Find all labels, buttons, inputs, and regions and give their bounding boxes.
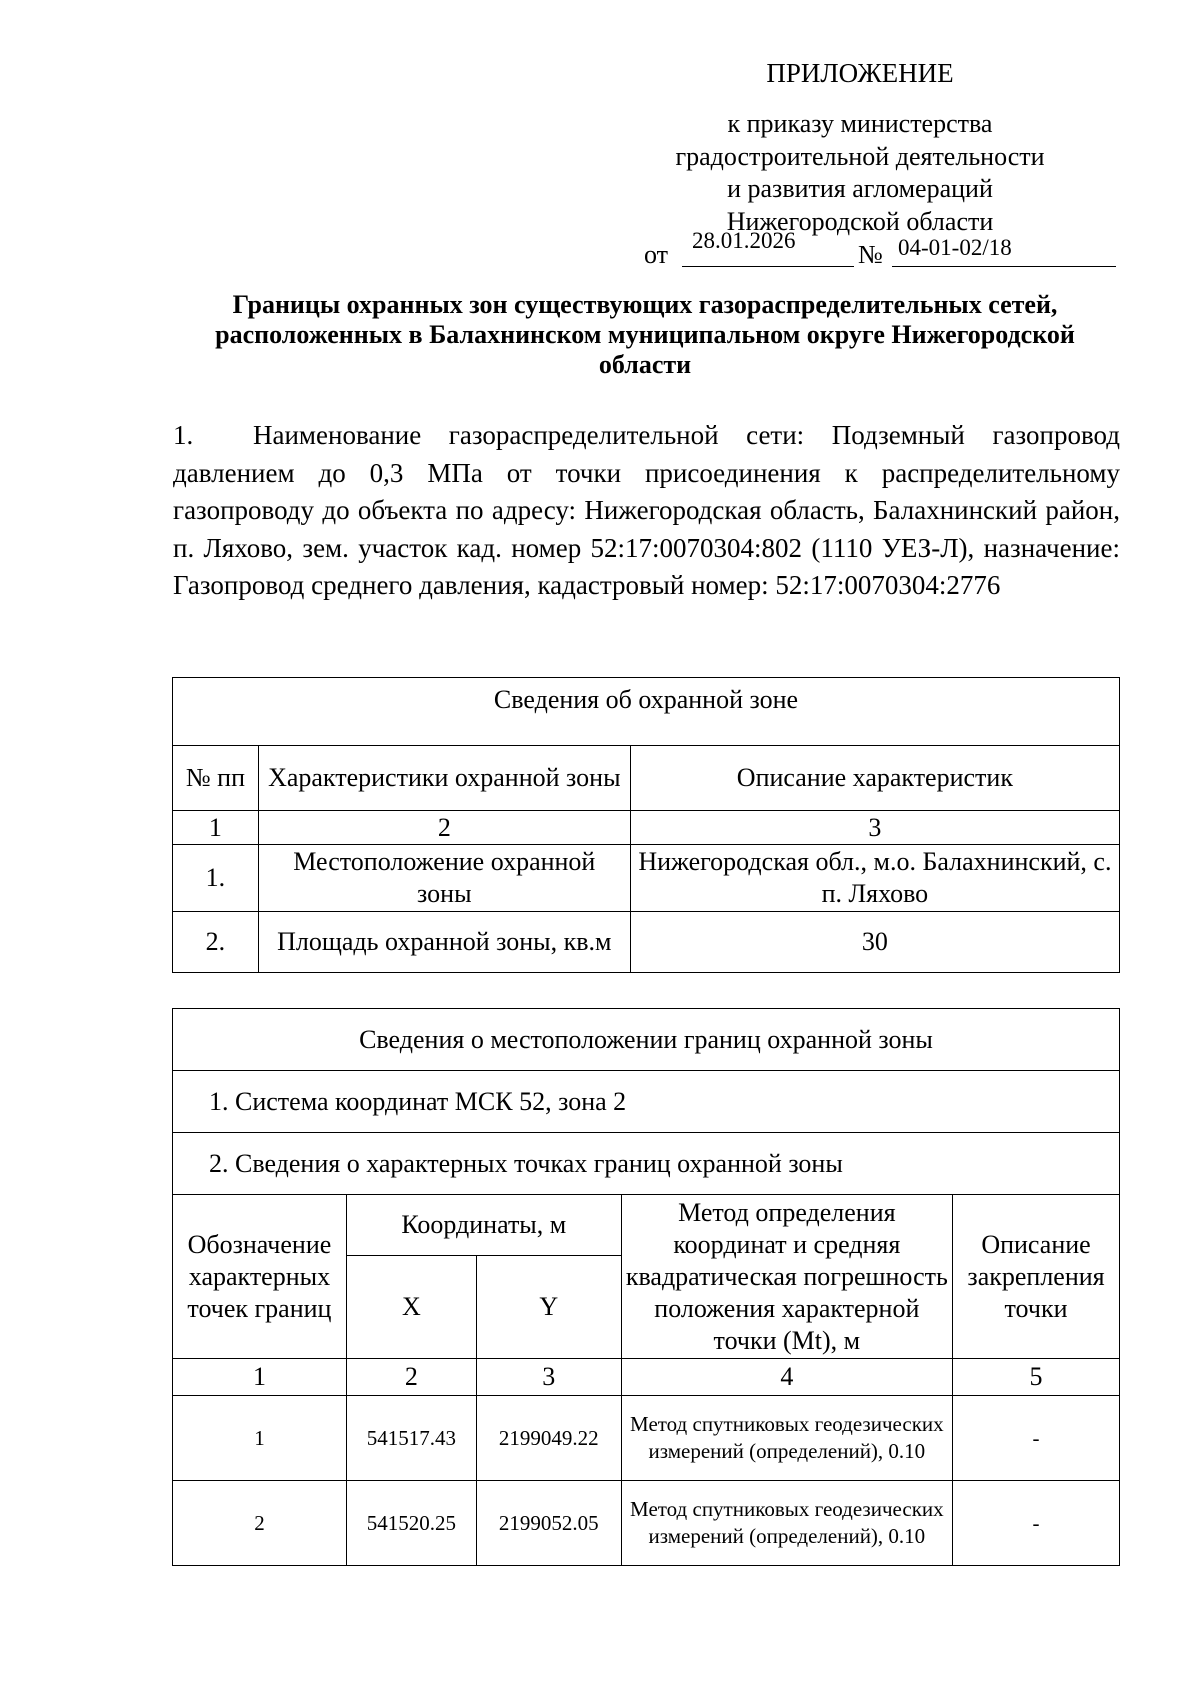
number-label: № <box>858 240 883 269</box>
table-cell: - <box>953 1396 1120 1481</box>
column-number: 4 <box>621 1359 952 1396</box>
header-cell: № пп <box>173 746 259 811</box>
section-number: 1. <box>173 420 194 450</box>
section-text: Наименование газораспределительной сети: Подземный газопровод давлением до 0,3 МПа от точки присоединения к распределительному газопроводу до объекта по адресу: Нижегородская область, Балахнинский район, п. Ляхово, зем. участок кад. номер 52:17:0070304:802 (1110 УЕЗ-Л), назначение: Газопровод среднего давления, кадастровый номер: 52:17:0070304:2776 <box>173 420 1120 600</box>
appendix-title: ПРИЛОЖЕНИЕ <box>766 58 954 88</box>
table-cell: Нижегородская обл., м.о. Балахнинский, с. п. Ляхово <box>630 845 1119 912</box>
date-underline <box>682 266 854 267</box>
header-cell: Y <box>476 1256 621 1359</box>
order-line: Нижегородской области <box>726 206 994 236</box>
column-number: 3 <box>476 1359 621 1396</box>
boundary-table-caption: Сведения о местоположении границ охранной зоны <box>173 1009 1120 1071</box>
header-cell: Обозначение характерных точек границ <box>173 1195 347 1359</box>
table-cell: Метод спутниковых геодезических измерений (определений), 0.10 <box>621 1481 952 1566</box>
order-number: 04-01-02/18 <box>898 235 1012 260</box>
section-paragraph <box>173 417 1120 605</box>
document-title: Границы охранных зон существующих газораспределительных сетей, расположенных в Балахнинском муниципальном округе Нижегородской области <box>215 290 1075 379</box>
coordinate-system: 1. Система координат МСК 52, зона 2 <box>173 1071 1120 1133</box>
column-number: 2 <box>258 811 630 845</box>
header-cell: X <box>346 1256 476 1359</box>
header-cell: Характеристики охранной зоны <box>258 746 630 811</box>
table-cell: 541520.25 <box>346 1481 476 1566</box>
table-cell: 541517.43 <box>346 1396 476 1481</box>
table-cell: 2199052.05 <box>476 1481 621 1566</box>
table-cell: Местоположение охранной зоны <box>258 845 630 912</box>
column-number: 2 <box>346 1359 476 1396</box>
order-line: к приказу министерства <box>727 109 993 138</box>
table-cell: 30 <box>630 912 1119 973</box>
table-cell: Площадь охранной зоны, кв.м <box>258 912 630 973</box>
number-underline <box>892 266 1116 267</box>
table-cell: 2 <box>173 1481 347 1566</box>
boundary-table <box>172 1008 1120 1566</box>
table-cell: Метод спутниковых геодезических измерений (определений), 0.10 <box>621 1396 952 1481</box>
table-cell: 1 <box>173 1396 347 1481</box>
table-cell: 2. <box>173 912 259 973</box>
table-cell: 2199049.22 <box>476 1396 621 1481</box>
order-date-number <box>644 228 1116 270</box>
table-cell: 1. <box>173 845 259 912</box>
zone-table-caption: Сведения об охранной зоне <box>173 678 1120 746</box>
table-cell: - <box>953 1481 1120 1566</box>
header-cell: Координаты, м <box>346 1195 621 1256</box>
order-line: градостроительной деятельности <box>675 141 1045 171</box>
column-number: 1 <box>173 1359 347 1396</box>
column-number: 1 <box>173 811 259 845</box>
header-cell: Описание закрепления точки <box>953 1195 1120 1359</box>
zone-info-table <box>172 677 1120 973</box>
order-reference <box>600 108 1120 238</box>
order-date: 28.01.2026 <box>692 228 796 253</box>
column-number: 3 <box>630 811 1119 845</box>
order-line: и развития агломераций <box>727 174 993 203</box>
header-cell: Описание характеристик <box>630 746 1119 811</box>
from-label: от <box>644 240 669 269</box>
points-caption: 2. Сведения о характерных точках границ охранной зоны <box>173 1133 1120 1195</box>
column-number: 5 <box>953 1359 1120 1396</box>
header-cell: Метод определения координат и средняя квадратическая погрешность положения характерной точки (Mt), м <box>621 1195 952 1359</box>
